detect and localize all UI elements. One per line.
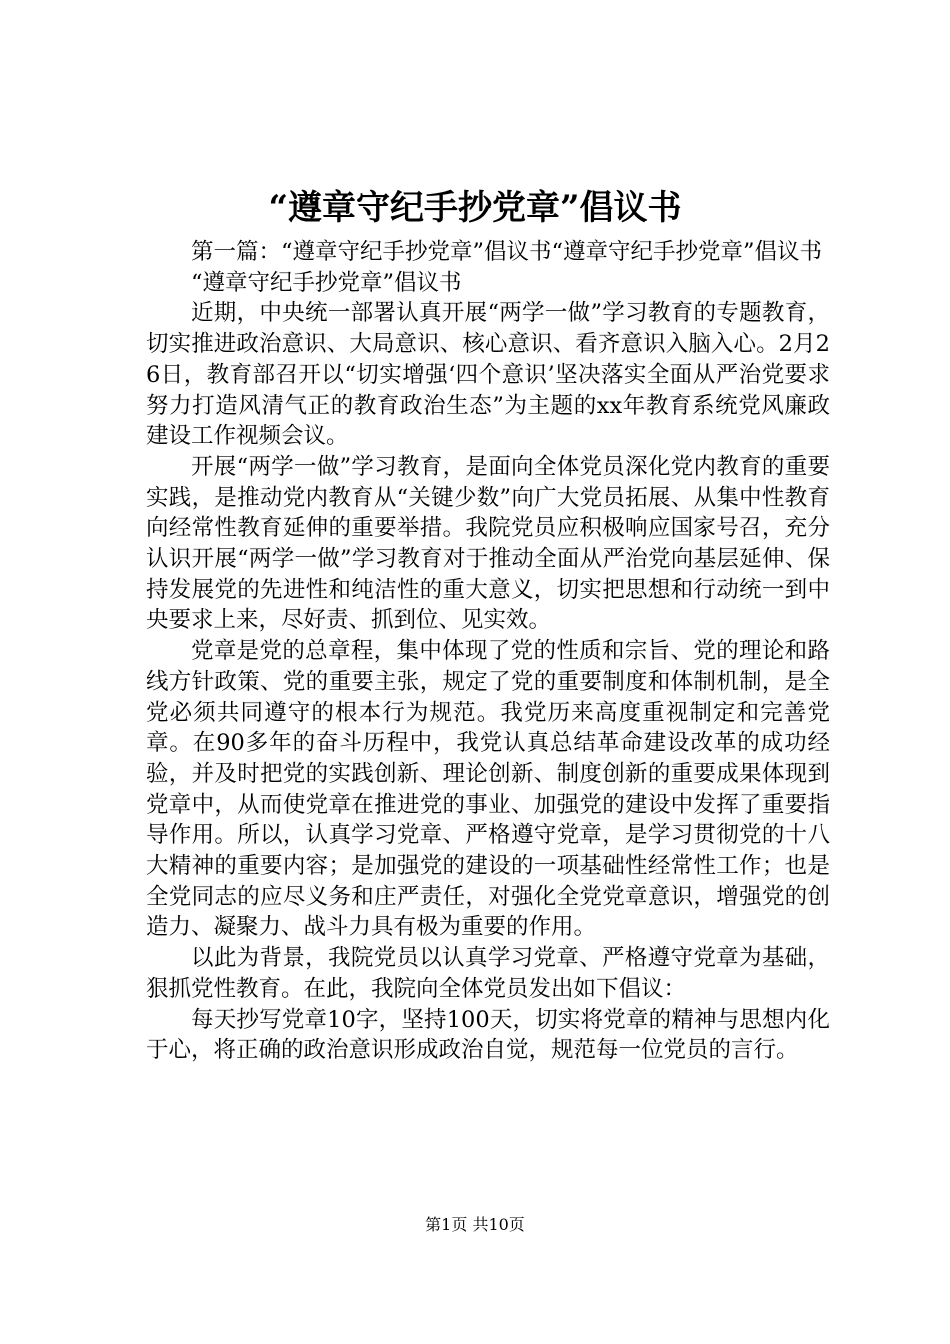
paragraph: 党章是党的总章程，集中体现了党的性质和宗旨、党的理论和路线方针政策、党的重要主张，规定了党的重要制度和体制机制，是全党必须共同遵守的根本行为规范。我党历来高度重视制定和完善党章。在90多年的奋斗历程中，我党认真总结革命建设改革的成功经验，并及时把党的实践创新、理论创新、制度创新的重要成果体现到党章中，从而使党章在推进党的事业、加强党的建设中发挥了重要指导作用。所以，认真学习党章、严格遵守党章，是学习贯彻党的十八大精神的重要内容；是加强党的建设的一项基础性经常性工作；也是全党同志的应尽义务和庄严责任，对强化全党党章意识，增强党的创造力、凝聚力、战斗力具有极为重要的作用。	[146, 638, 830, 941]
document-title: “遵章守纪手抄党章”倡议书	[268, 188, 682, 228]
paragraph: 开展“两学一做”学习教育，是面向全体党员深化党内教育的重要实践，是推动党内教育从“关键少数”向广大党员拓展、从集中性教育向经常性教育延伸的重要举措。我院党员应积极响应国家号召，充分认识开展“两学一做”学习教育对于推动全面从严治党向基层延伸、保持发展党的先进性和纯洁性的重大意义，切实把思想和行动统一到中央要求上来，尽好责、抓到位、见实效。	[146, 453, 830, 634]
paragraph-subtitle: “遵章守纪手抄党章”倡议书	[191, 269, 462, 296]
paragraph: 近期，中央统一部署认真开展“两学一做”学习教育的专题教育，切实推进政治意识、大局意识、核心意识、看齐意识入脑入心。2月26日，教育部召开以“切实增强‘四个意识’坚决落实全面从严治党要求努力打造风清气正的教育政治生态”为主题的xx年教育系统党风廉政建设工作视频会议。	[146, 300, 830, 450]
document-body	[146, 237, 830, 1066]
paragraph: 每天抄写党章10字，坚持100天，切实将党章的精神与思想内化于心，将正确的政治意识形成政治自觉，规范每一位党员的言行。	[146, 1006, 830, 1064]
page-number-footer: 第1页 共10页	[425, 1215, 525, 1234]
paragraph-chapter-heading: 第一篇：“遵章守纪手抄党章”倡议书“遵章守纪手抄党章”倡议书	[191, 239, 823, 265]
paragraph: 以此为背景，我院党员以认真学习党章、严格遵守党章为基础，狠抓党性教育。在此，我院向全体党员发出如下倡议：	[146, 945, 830, 1002]
